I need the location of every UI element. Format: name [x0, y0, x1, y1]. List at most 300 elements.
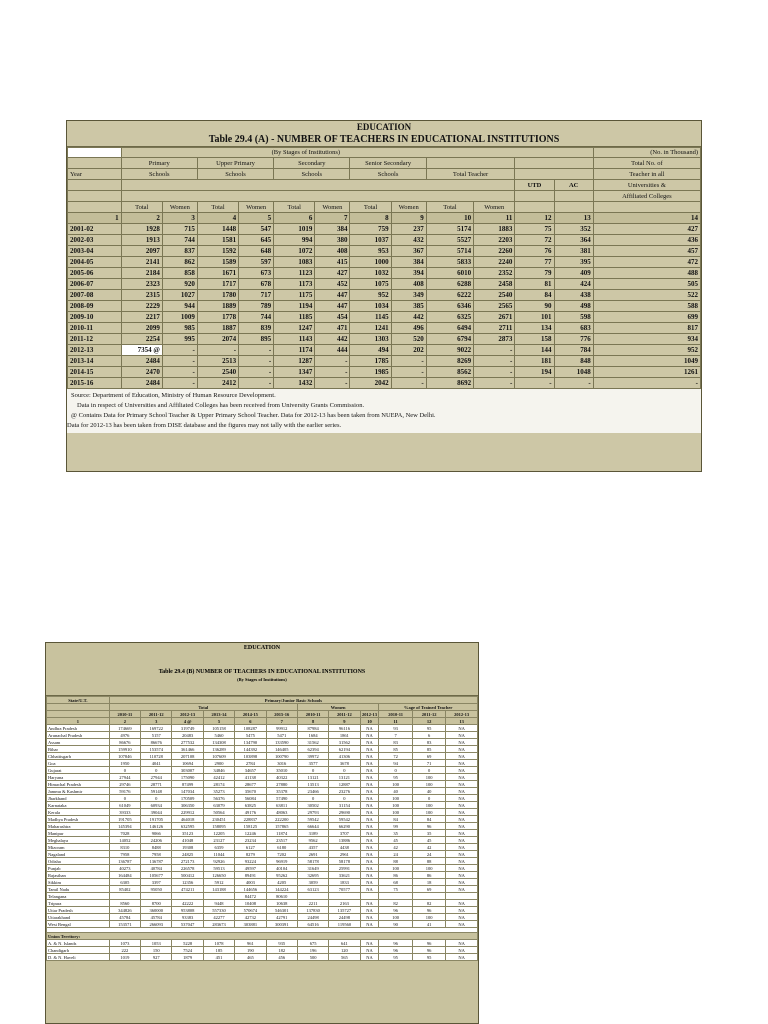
value-cell: NA: [360, 795, 379, 802]
value-cell: 6305: [109, 879, 140, 886]
value-cell: NA: [360, 753, 379, 760]
value-cell: NA: [360, 940, 379, 947]
value-cell: 8562: [426, 367, 473, 378]
table-row: [47, 823, 478, 830]
value-cell: 9448: [203, 900, 234, 907]
value-cell: 776: [554, 334, 593, 345]
value-cell: 427: [593, 224, 700, 235]
value-cell: 2240: [474, 257, 515, 268]
value-cell: 169722: [141, 725, 172, 732]
value-cell: 380: [315, 235, 350, 246]
value-cell: 158125: [235, 823, 266, 830]
value-cell: NA: [446, 795, 478, 802]
value-cell: 79: [515, 268, 554, 279]
value-cell: 0: [109, 767, 140, 774]
table-row: [47, 830, 478, 837]
value-cell: 158: [515, 334, 554, 345]
value-cell: 181: [515, 356, 554, 367]
value-cell: 8310: [109, 844, 140, 851]
state-cell: Chandigarh: [47, 947, 110, 954]
value-cell: 41138: [235, 774, 266, 781]
value-cell: NA: [360, 802, 379, 809]
value-cell: NA: [360, 872, 379, 879]
value-cell: 40784: [141, 865, 172, 872]
value-cell: 0: [329, 767, 360, 774]
value-cell: 2163: [329, 900, 360, 907]
value-cell: 494: [350, 345, 391, 356]
value-cell: 303881: [235, 921, 266, 928]
value-cell: 1592: [197, 246, 238, 257]
value-cell: -: [474, 378, 515, 389]
value-cell: 673: [239, 268, 274, 279]
value-cell: 1032: [350, 268, 391, 279]
value-cell: 100: [412, 774, 445, 781]
value-cell: 1143: [274, 334, 315, 345]
table-row: [68, 345, 701, 356]
value-cell: 59148: [141, 788, 172, 795]
upper-primary-header: Upper Primary: [197, 158, 273, 169]
value-cell: 395: [554, 257, 593, 268]
value-cell: 13886: [329, 837, 360, 844]
value-cell: 2691: [297, 851, 328, 858]
value-cell: -: [162, 378, 197, 389]
value-cell: 80610: [266, 893, 297, 900]
state-cell: Assam: [47, 739, 110, 746]
value-cell: 2074: [197, 334, 238, 345]
value-cell: 100: [379, 914, 412, 921]
value-cell: 40: [412, 788, 445, 795]
women-header-b: Women: [297, 704, 379, 711]
value-cell: 0: [297, 767, 328, 774]
value-cell: 789: [239, 301, 274, 312]
value-cell: 29690: [329, 809, 360, 816]
year-cell: 2003-04: [68, 246, 122, 257]
value-cell: 8560: [109, 900, 140, 907]
value-cell: 364: [554, 235, 593, 246]
table-row: [47, 809, 478, 816]
value-cell: 4003: [235, 879, 266, 886]
value-cell: 3707: [329, 830, 360, 837]
secondary-header: Secondary: [274, 158, 350, 169]
value-cell: 266093: [141, 921, 172, 928]
table-row: [68, 334, 701, 345]
value-cell: 194: [515, 367, 554, 378]
value-cell: NA: [446, 788, 478, 795]
value-cell: 66290: [329, 823, 360, 830]
value-cell: 93224: [235, 858, 266, 865]
value-cell: 2540: [474, 290, 515, 301]
value-cell: 300391: [266, 921, 297, 928]
value-cell: 136787: [141, 858, 172, 865]
table-row: [47, 865, 478, 872]
value-cell: 394: [391, 268, 426, 279]
value-cell: 2458: [474, 279, 515, 290]
value-cell: 2141: [121, 257, 162, 268]
value-cell: 7: [379, 732, 412, 739]
year-cell: 2005-06: [68, 268, 122, 279]
value-cell: 2484: [121, 378, 162, 389]
value-cell: 28677: [235, 781, 266, 788]
value-cell: 319749: [172, 725, 203, 732]
value-cell: 24825: [172, 851, 203, 858]
value-cell: 1581: [197, 235, 238, 246]
value-cell: 557330: [203, 907, 234, 914]
value-cell: 96: [412, 907, 445, 914]
state-cell: Kerala: [47, 809, 110, 816]
value-cell: 110728: [141, 753, 172, 760]
value-cell: NA: [360, 760, 379, 767]
value-cell: 384: [315, 224, 350, 235]
value-cell: 27944: [141, 774, 172, 781]
value-cell: 147034: [172, 788, 203, 795]
value-cell: 88: [379, 858, 412, 865]
value-cell: 432: [391, 235, 426, 246]
value-cell: NA: [360, 844, 379, 851]
value-cell: NA: [360, 954, 379, 961]
senior-secondary-header: Senior Secondary: [350, 158, 426, 169]
value-cell: 444: [315, 345, 350, 356]
value-cell: 157865: [266, 823, 297, 830]
value-cell: 64516: [297, 921, 328, 928]
table-title-b: Table 29.4 (B) NUMBER OF TEACHERS IN EDUCATIONAL INSTITUTIONS: [158, 669, 366, 675]
value-cell: 385: [391, 301, 426, 312]
subtitle-b: (By Stages of Institutions): [46, 677, 478, 696]
value-cell: 6794: [426, 334, 473, 345]
value-cell: 6: [412, 732, 445, 739]
value-cell: 35010: [266, 767, 297, 774]
value-cell: 101: [515, 312, 554, 323]
value-cell: 2323: [121, 279, 162, 290]
value-cell: 2229: [121, 301, 162, 312]
value-cell: 59542: [329, 816, 360, 823]
value-cell: 1950: [109, 760, 140, 767]
table-row: [47, 844, 478, 851]
value-cell: 520: [391, 334, 426, 345]
value-cell: 63079: [203, 802, 234, 809]
state-cell: Chhattisgarh: [47, 753, 110, 760]
value-cell: 1194: [274, 301, 315, 312]
value-cell: 597: [239, 257, 274, 268]
value-cell: 84: [412, 816, 445, 823]
value-cell: 70577: [329, 886, 360, 893]
value-cell: 42412: [203, 774, 234, 781]
value-cell: 3059: [297, 879, 328, 886]
state-cell: A. & N. Islands: [47, 940, 110, 947]
value-cell: 69: [412, 753, 445, 760]
value-cell: 1261: [593, 367, 700, 378]
value-cell: 0: [141, 767, 172, 774]
table-row: [68, 367, 701, 378]
value-cell: 50564: [203, 809, 234, 816]
value-cell: 352: [554, 224, 593, 235]
value-cell: 84472: [235, 893, 266, 900]
value-cell: 1009: [162, 312, 197, 323]
value-cell: NA: [446, 802, 478, 809]
value-cell: 81: [515, 279, 554, 290]
value-cell: 27944: [109, 774, 140, 781]
value-cell: 0: [297, 795, 328, 802]
value-cell: NA: [446, 767, 478, 774]
value-cell: 1671: [197, 268, 238, 279]
value-cell: 42732: [235, 914, 266, 921]
utd-header: UTD: [515, 180, 554, 191]
value-cell: 2352: [474, 268, 515, 279]
value-cell: 164484: [109, 872, 140, 879]
value-cell: 454: [315, 312, 350, 323]
value-cell: 784: [554, 345, 593, 356]
value-cell: 33621: [329, 872, 360, 879]
value-cell: 87499: [172, 781, 203, 788]
value-cell: 92926: [203, 858, 234, 865]
value-cell: 927: [141, 954, 172, 961]
value-cell: 1053: [141, 940, 172, 947]
value-cell: 100: [379, 781, 412, 788]
value-cell: 456: [266, 954, 297, 961]
value-cell: 95: [379, 774, 412, 781]
value-cell: 95050: [141, 886, 172, 893]
value-cell: 93: [379, 725, 412, 732]
value-cell: 6010: [426, 268, 473, 279]
value-cell: NA: [360, 830, 379, 837]
value-cell: 344826: [109, 907, 140, 914]
value-cell: 94: [379, 760, 412, 767]
value-cell: 935: [266, 940, 297, 947]
value-cell: 39044: [141, 809, 172, 816]
value-cell: 60934: [141, 802, 172, 809]
value-cell: 920: [162, 279, 197, 290]
table-row: [68, 356, 701, 367]
value-cell: NA: [360, 816, 379, 823]
value-cell: 0: [412, 767, 445, 774]
value-cell: 4357: [297, 844, 328, 851]
value-cell: 1027: [162, 290, 197, 301]
table-row: [68, 279, 701, 290]
value-cell: -: [315, 378, 350, 389]
value-cell: 522: [593, 290, 700, 301]
value-cell: NA: [446, 725, 478, 732]
value-cell: 0: [141, 795, 172, 802]
value-cell: 23127: [203, 837, 234, 844]
value-cell: 1048: [554, 367, 593, 378]
value-cell: 66644: [297, 823, 328, 830]
value-cell: 5460: [203, 732, 234, 739]
value-cell: -: [239, 367, 274, 378]
value-cell: 12887: [329, 781, 360, 788]
value-cell: 182: [266, 947, 297, 954]
value-cell: 1075: [350, 279, 391, 290]
value-cell: [109, 893, 140, 900]
value-cell: 565: [329, 954, 360, 961]
value-cell: 95: [412, 725, 445, 732]
value-cell: 85: [379, 746, 412, 753]
value-cell: 2711: [474, 323, 515, 334]
total-no-header-1: Total No. of: [593, 158, 700, 169]
value-cell: 32695: [297, 872, 328, 879]
value-cell: 83: [379, 739, 412, 746]
note-nuepa: @ Contains Data for Primary School Teacher & Upper Primary School Teacher. Data for 2012-13 has been taken from NUEPA, New Delhi.: [71, 412, 436, 419]
value-cell: 895: [239, 334, 274, 345]
value-cell: 1000: [350, 257, 391, 268]
value-cell: 1684: [297, 732, 328, 739]
state-cell: Telangana: [47, 893, 110, 900]
value-cell: NA: [360, 739, 379, 746]
table-row: [47, 802, 478, 809]
value-cell: NA: [446, 886, 478, 893]
state-cell: Jammu & Kashmir: [47, 788, 110, 795]
value-cell: -: [239, 345, 274, 356]
value-cell: 143188: [203, 886, 234, 893]
value-cell: 2254: [121, 334, 162, 345]
value-cell: 472: [593, 257, 700, 268]
value-cell: 360000: [141, 907, 172, 914]
value-cell: 272173: [172, 858, 203, 865]
state-cell: Rajasthan: [47, 872, 110, 879]
value-cell: 40273: [109, 865, 140, 872]
value-cell: 4041: [141, 760, 172, 767]
value-cell: 196: [297, 947, 328, 954]
value-cell: 5714: [426, 246, 473, 257]
notes: [67, 389, 701, 433]
value-cell: 12356: [172, 879, 203, 886]
value-cell: 408: [391, 279, 426, 290]
year-cell: 2006-07: [68, 279, 122, 290]
group-header: Primary/Junior Basic Schools: [109, 697, 477, 704]
value-cell: 103898: [235, 753, 266, 760]
value-cell: 45: [412, 837, 445, 844]
table-row: [47, 907, 478, 914]
value-cell: 100: [379, 865, 412, 872]
value-cell: 96116: [329, 725, 360, 732]
value-cell: 995: [162, 334, 197, 345]
value-cell: 100: [412, 802, 445, 809]
value-cell: -: [239, 378, 274, 389]
year-cell: 2014-15: [68, 367, 122, 378]
value-cell: 474211: [172, 886, 203, 893]
value-cell: 2099: [121, 323, 162, 334]
value-cell: NA: [360, 858, 379, 865]
value-cell: [412, 893, 445, 900]
value-cell: 1303: [350, 334, 391, 345]
value-cell: 96: [412, 947, 445, 954]
state-cell: Haryana: [47, 774, 110, 781]
value-cell: 424: [554, 279, 593, 290]
value-cell: 59513: [203, 865, 234, 872]
column-number-row-b: 1 2 3 4 @ 5 6 7 8 9 10 11 12 13: [47, 718, 478, 725]
value-cell: 99: [379, 823, 412, 830]
value-cell: 858: [162, 268, 197, 279]
value-cell: NA: [360, 767, 379, 774]
value-cell: 457: [593, 246, 700, 257]
value-cell: 1073: [109, 940, 140, 947]
value-cell: 100790: [266, 753, 297, 760]
value-cell: 2671: [474, 312, 515, 323]
value-cell: [329, 893, 360, 900]
value-cell: NA: [360, 746, 379, 753]
state-cell: Tamil Nadu: [47, 886, 110, 893]
value-cell: 42277: [203, 914, 234, 921]
value-cell: 3678: [329, 760, 360, 767]
value-cell: 58178: [297, 858, 328, 865]
value-cell: 159910: [109, 746, 140, 753]
value-cell: 1347: [274, 367, 315, 378]
state-cell: Meghalaya: [47, 837, 110, 844]
value-cell: 207108: [172, 753, 203, 760]
table-row: [47, 872, 478, 879]
value-cell: 134308: [203, 739, 234, 746]
value-cell: 7354 @: [121, 345, 162, 356]
value-cell: 675: [297, 940, 328, 947]
value-cell: 134790: [235, 739, 266, 746]
value-cell: 3016: [266, 760, 297, 767]
value-cell: 2217: [121, 312, 162, 323]
value-cell: 2784: [235, 760, 266, 767]
value-cell: 105158: [203, 725, 234, 732]
value-cell: 42222: [172, 900, 203, 907]
value-cell: [203, 893, 234, 900]
value-cell: NA: [360, 809, 379, 816]
value-cell: 86676: [141, 739, 172, 746]
value-cell: 7028: [109, 830, 140, 837]
value-cell: 678: [239, 279, 274, 290]
value-cell: 93383: [172, 914, 203, 921]
value-cell: 137830: [297, 907, 328, 914]
value-cell: 1078: [203, 940, 234, 947]
value-cell: 41048: [172, 837, 203, 844]
state-header: State/U.T.: [47, 697, 110, 704]
value-cell: 1173: [274, 279, 315, 290]
value-cell: 237: [391, 224, 426, 235]
value-cell: 598: [554, 312, 593, 323]
value-cell: 648: [239, 246, 274, 257]
table-b-panel: [45, 642, 479, 1024]
value-cell: 62394: [297, 746, 328, 753]
value-cell: 69: [412, 886, 445, 893]
value-cell: 1879: [172, 954, 203, 961]
value-cell: 144: [515, 345, 554, 356]
value-cell: 25991: [329, 865, 360, 872]
value-cell: 13121: [297, 774, 328, 781]
value-cell: NA: [360, 732, 379, 739]
value-cell: 496: [391, 323, 426, 334]
table-row: [47, 788, 478, 795]
table-row: [47, 879, 478, 886]
value-cell: 2315: [121, 290, 162, 301]
table-row: [47, 886, 478, 893]
value-cell: 41: [412, 921, 445, 928]
value-cell: 23276: [329, 788, 360, 795]
value-cell: 4976: [109, 732, 140, 739]
value-cell: [141, 893, 172, 900]
value-cell: 1448: [197, 224, 238, 235]
value-cell: -: [239, 356, 274, 367]
value-cell: -: [315, 367, 350, 378]
value-cell: 48063: [266, 809, 297, 816]
value-cell: 952: [593, 345, 700, 356]
value-cell: -: [162, 367, 197, 378]
year-cell: 2013-14: [68, 356, 122, 367]
value-cell: 2470: [121, 367, 162, 378]
value-cell: NA: [446, 914, 478, 921]
value-cell: 29793: [297, 809, 328, 816]
state-cell: Uttar Pradesh: [47, 907, 110, 914]
value-cell: 1123: [274, 268, 315, 279]
value-cell: -: [162, 345, 197, 356]
value-cell: 95: [412, 954, 445, 961]
value-cell: 87984: [297, 725, 328, 732]
value-cell: 488: [593, 268, 700, 279]
table-row: [47, 767, 478, 774]
table-row: [68, 224, 701, 235]
